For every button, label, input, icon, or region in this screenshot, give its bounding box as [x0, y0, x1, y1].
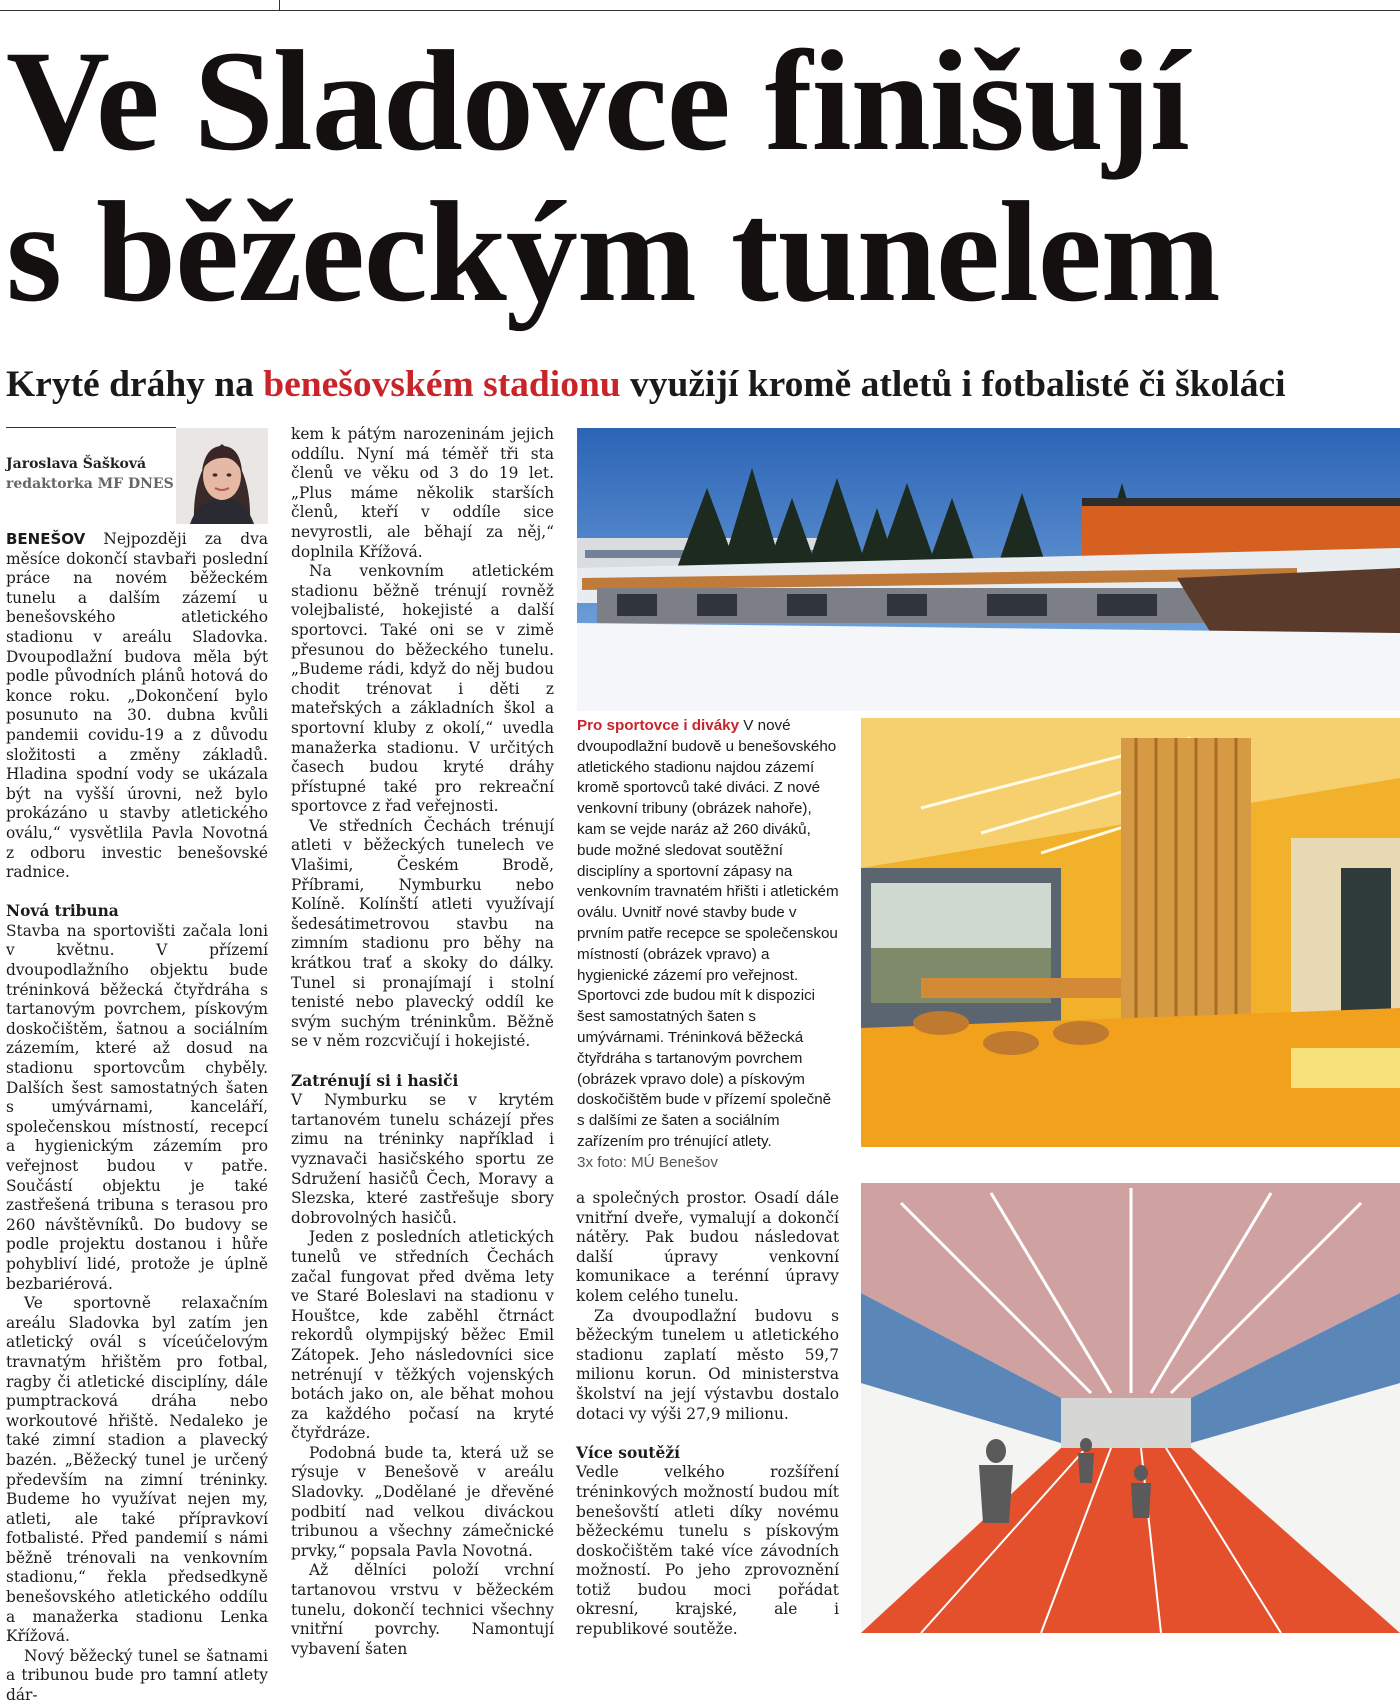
col3-paragraph-2: Za dvoupodlažní budovu s běžeckým tunelem u atletického stadionu zaplatí město 59,7 milionu korun. Od ministerstva školství na její výstavbu dostalo dotaci vy výši 27,9 milionu. — [576, 1306, 839, 1423]
author-name: Jaroslava Šašková — [6, 456, 147, 472]
subheadline — [6, 363, 1400, 407]
headline — [6, 22, 1396, 332]
photo-credit: 3x foto: MÚ Benešov — [577, 1153, 718, 1171]
author-rule — [6, 427, 176, 428]
caption-lead: Pro sportovce i diváky — [577, 717, 740, 734]
col2-paragraph-2: Na venkovním atletickém stadionu běžně trénují rovněž volejbalisté, hokejisté a další sportovci. Také oni se v zimě přesunou do běžeckého tunelu. „Budeme rádi, když do něj budou chodit trénovat i děti z mateřských a základních škol a sportovní kluby z okolí,“ uvedla manažerka stadionu. V určitých časech budou kryté dráhy přístupné také pro rekreační sportovce z řad veřejnosti. — [291, 562, 554, 816]
stadium-photo — [577, 428, 1400, 711]
col1-paragraph-1: Nejpozději za dva měsíce dokončí stavbaři poslední práce na novém běžeckém tunelu a dalším zázemí u benešovského atletického stadionu v areálu Sladovka. Dvoupodlažní budova měla být podle původních plánů hotová do konce roku. „Dokončení bylo posunuto na 30. dubna kvůli pandemii covidu-19 a z důvodu složitosti a změny základů. Hladina spodní vody se ukázala být na vyšší úrovni, než bylo prokázáno u stavby atletického oválu,“ vysvětlila Pavla Novotná z odboru investic benešovské radnice. — [6, 530, 268, 882]
subheading-nova-tribuna: Nová tribuna — [6, 902, 119, 921]
col2-paragraph-5: Jeden z posledních atletických tunelů ve středních Čechách začal fungovat před dvěma lety ve Staré Boleslavi na stadionu v Houštce, kde zaběhl čtrnáct rekordů olympijský běžec Emil Zátopek. Jeho následovníci sice netrénují v těžkých vojenských botách jako on, ale běhat mohou za každého počasí na kryté čtyřdráze. — [291, 1228, 554, 1443]
article-column-3 — [576, 1189, 839, 1640]
subheadline-after: využijí kromě atletů i fotbalisté či školáci — [620, 364, 1286, 405]
author-portrait — [176, 428, 268, 524]
caption-text: V nové dvoupodlažní budově u benešovského atletického stadionu najdou zázemí kromě sportovců také diváci. Z nové venkovní tribuny (obrázek nahoře), kam se vejde naráz až 260 diváků, bude možné sledovat soutěžní disciplíny a sportovní zápasy na venkovním travnatém hřišti i atletickém oválu. Uvnitř nové stavby bude v prvním patře recepce se společenskou místností (obrázek vpravo) a hygienické zázemí pro veřejnost. Sportovci zde budou mít k dispozici šest samostatných šaten s umývárnami. Tréninková běžecká čtyřdráha s tartanovým povrchem (obrázek vpravo dole) a pískovým doskočištěm bude v přízemí společně s dalšími ze šaten a sociálním zařízením pro trénující atlety. — [577, 717, 839, 1150]
running-tunnel-render — [861, 1183, 1400, 1633]
col2-paragraph-3: Ve středních Čechách trénují atleti v běžeckých tunelech ve Vlašimi, Českém Brodě, Příbrami, Nymburku nebo Kolíně. Kolínští atleti využívají šedesátimetrovou stavbu na zimním stadionu pro běhy na krátkou trať a skoky do dálky. Tunel si pronajímají i stolní tenisté nebo plavecký oddíl ke svým suchým tréninkům. Běžně se v něm rozcvičují i hokejisté. — [291, 816, 554, 1051]
col2-paragraph-7: Až dělníci položí vrchní tartanovou vrstvu v běžeckém tunelu, dokončí technici všechny vnitřní povrchy. Namontují vybavení šaten — [291, 1561, 554, 1658]
article-column-1 — [6, 530, 268, 1706]
col1-paragraph-4: Nový běžecký tunel se šatnami a tribunou bude pro tamní atlety dár- — [6, 1646, 268, 1705]
subheading-vice-soutezi: Více soutěží — [576, 1443, 680, 1462]
interior-lounge-render — [861, 718, 1400, 1147]
col2-paragraph-4: V Nymburku se v krytém tartanovém tunelu scházejí přes zimu na tréninky například i vyznavači hasičského sportu ze Sdružení hasičů Čech, Moravy a Slezska, které zastřešuje sbory dobrovolných hasičů. — [291, 1091, 554, 1227]
author-byline — [6, 454, 176, 494]
dateline: BENEŠOV — [6, 530, 86, 548]
subheadline-highlight: benešovském stadionu — [263, 364, 621, 405]
subheadline-before: Kryté dráhy na — [6, 364, 264, 405]
col1-paragraph-2: Stavba na sportovišti začala loni v květnu. V přízemí dvoupodlažního objektu bude tréninková běžecká čtyřdráha s tartanovým povrchem, pískovým doskočištěm, šatnou a sociálním zázemím, které až dosud na stadionu sportovcům chyběly. Dalších šest samostatných šaten s umývárnami, kanceláří, společenskou místností, recepcí a hygienickým zázemím pro veřejnost budou v patře. Součástí objektu je také zastřešená tribuna s terasou pro 260 návštěvníků. Do budovy se podle projektu dostanou i hůře pohybliví lidé, protože je úplně bezbariérová. — [6, 921, 268, 1293]
subheading-zatrenuji: Zatrénují si i hasiči — [291, 1071, 459, 1090]
col1-paragraph-3: Ve sportovně relaxačním areálu Sladovka byl zatím jen atletický ovál s víceúčelovým travnatým hřištěm pro fotbal, ragby či atletické disciplíny, dále pumptracková dráha nebo workoutové hřiště. Nedaleko je také zimní stadion a plavecký bazén. „Běžecký tunel je určený především na zimní tréninky. Budeme ho využívat nejen my, atleti, ale také přípravkoví fotbalisté. Před pandemií s námi běžně trénovali na venkovním stadionu,“ řekla předsedkyně benešovského atletického oddílu a manažerka stadionu Lenka Křížová. — [6, 1294, 268, 1646]
headline-line2: s běžeckým tunelem — [6, 173, 1220, 332]
col2-paragraph-1: kem k pátým narozeninám jejich oddílu. Nyní má téměř tři sta členů ve věku od 3 do 19 let. „Plus máme několik starších členů, kteří v oddíle sice nevyrostli, ale běhají za něj,“ doplnila Křížová. — [291, 425, 554, 561]
headline-line1: Ve Sladovce finišují — [6, 22, 1189, 181]
article-column-2 — [291, 425, 554, 1659]
col3-paragraph-3: Vedle velkého rozšíření tréninkových možností budou mít benešovští atleti díky novému běžeckému tunelu s pískovým doskočištěm také více závodních možností. Po jeho zprovoznění totiž budou moci pořádat okresní, krajské, ale i republikové soutěže. — [576, 1463, 839, 1639]
col3-paragraph-1: a společných prostor. Osadí dále vnitřní dveře, vymalují a dokončí nátěry. Pak budou následovat další úpravy venkovní komunikace a terénní úpravy kolem celého tunelu. — [576, 1189, 839, 1305]
photo-caption — [577, 716, 840, 1174]
author-role: redaktorka MF DNES — [6, 476, 174, 492]
col2-paragraph-6: Podobná bude ta, která už se rýsuje v Benešově v areálu Sladovky. „Dodělané je dřevěné podbití nad velkou diváckou tribunou a všechny zámečnické prvky,“ popsala Pavla Novotná. — [291, 1443, 554, 1560]
top-rule-mark — [279, 0, 280, 10]
top-rule — [0, 10, 1400, 11]
